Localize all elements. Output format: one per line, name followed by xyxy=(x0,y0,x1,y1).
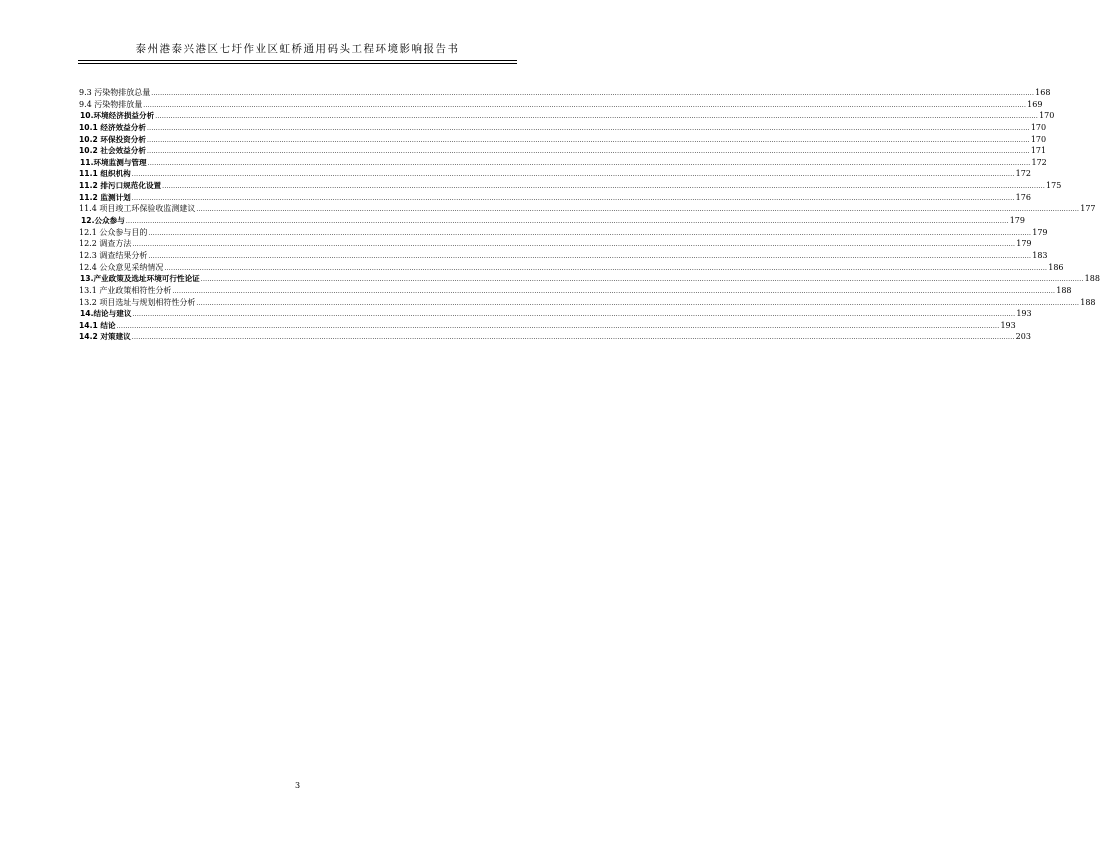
toc-leader-dots: ................................................................................................................................................................................................................................................................................................................................................................................................................ xyxy=(146,124,1030,132)
table-of-contents xyxy=(79,87,1100,343)
toc-entry-title: 10.2 社会效益分析 xyxy=(79,146,146,156)
toc-entry-title: 12.2 调查方法 xyxy=(79,239,132,249)
toc-entry[interactable] xyxy=(79,145,1047,157)
toc-entry-title: 10.1 经济效益分析 xyxy=(79,122,146,132)
toc-entry[interactable] xyxy=(79,320,1016,332)
toc-entry-title: 11.4 项目竣工环保验收监测建议 xyxy=(79,204,196,214)
toc-leader-dots: ................................................................................................................................................................................................................................................................................................................................................................................................................ xyxy=(131,171,1015,179)
toc-leader-dots: ................................................................................................................................................................................................................................................................................................................................................................................................................ xyxy=(131,194,1015,202)
toc-entry-title: 14.结论与建议 xyxy=(80,309,132,319)
toc-entry[interactable] xyxy=(79,168,1031,180)
toc-entry-page: 172 xyxy=(1015,169,1031,179)
toc-entry-page: 169 xyxy=(1027,99,1043,109)
toc-entry-page: 186 xyxy=(1048,262,1064,272)
toc-entry-page: 179 xyxy=(1016,239,1032,249)
toc-entry[interactable] xyxy=(79,99,1043,111)
toc-leader-dots: ................................................................................................................................................................................................................................................................................................................................................................................................................ xyxy=(125,218,1009,226)
toc-entry[interactable] xyxy=(79,273,1100,285)
toc-entry-page: 193 xyxy=(1016,309,1032,319)
toc-entry-title: 13.1 产业政策相符性分析 xyxy=(79,285,172,295)
toc-leader-dots: ................................................................................................................................................................................................................................................................................................................................................................................................................ xyxy=(200,276,1084,284)
toc-entry-title: 9.3 污染物排放总量 xyxy=(79,88,151,97)
toc-entry-title: 12.公众参与 xyxy=(81,216,125,226)
toc-leader-dots: ................................................................................................................................................................................................................................................................................................................................................................................................................ xyxy=(132,241,1016,249)
toc-entry[interactable] xyxy=(79,157,1047,169)
toc-entry-title: 13.产业政策及选址环境可行性论证 xyxy=(80,274,200,284)
toc-leader-dots: ................................................................................................................................................................................................................................................................................................................................................................................................................ xyxy=(148,252,1032,260)
toc-entry[interactable] xyxy=(79,331,1031,343)
toc-entry-page: 179 xyxy=(1009,216,1025,226)
toc-entry[interactable] xyxy=(79,122,1047,134)
toc-entry-page: 188 xyxy=(1084,274,1100,284)
toc-entry[interactable] xyxy=(79,297,1096,309)
toc-leader-dots: ................................................................................................................................................................................................................................................................................................................................................................................................................ xyxy=(132,311,1016,319)
toc-entry-page: 171 xyxy=(1030,146,1047,156)
toc-entry-page: 170 xyxy=(1039,111,1055,121)
toc-entry[interactable] xyxy=(79,180,1062,192)
toc-entry-title: 13.2 项目选址与规划相符性分析 xyxy=(79,297,196,307)
toc-leader-dots: ................................................................................................................................................................................................................................................................................................................................................................................................................ xyxy=(148,229,1032,237)
toc-entry-page: 179 xyxy=(1032,227,1048,237)
toc-entry-title: 10.环境经济损益分析 xyxy=(80,111,155,121)
toc-entry-title: 11.1 组织机构 xyxy=(79,169,131,179)
toc-entry[interactable] xyxy=(79,285,1072,297)
toc-entry-title: 12.3 调查结果分析 xyxy=(79,250,148,260)
toc-entry-page: 170 xyxy=(1030,122,1047,132)
toc-leader-dots: ................................................................................................................................................................................................................................................................................................................................................................................................................ xyxy=(172,287,1056,295)
toc-entry-page: 168 xyxy=(1035,88,1051,97)
toc-entry[interactable] xyxy=(79,87,1051,99)
toc-entry[interactable] xyxy=(79,227,1048,239)
toc-entry-page: 172 xyxy=(1031,157,1047,167)
toc-leader-dots: ................................................................................................................................................................................................................................................................................................................................................................................................................ xyxy=(143,101,1027,109)
toc-leader-dots: ................................................................................................................................................................................................................................................................................................................................................................................................................ xyxy=(155,113,1039,121)
toc-entry[interactable] xyxy=(79,250,1048,262)
toc-entry-title: 12.4 公众意见采纳情况 xyxy=(79,262,164,272)
toc-leader-dots: ................................................................................................................................................................................................................................................................................................................................................................................................................ xyxy=(146,148,1030,156)
toc-entry-page: 183 xyxy=(1032,250,1048,260)
toc-entry-title: 11.环境监测与管理 xyxy=(80,157,147,167)
toc-entry-title: 9.4 污染物排放量 xyxy=(79,99,143,109)
toc-entry[interactable] xyxy=(79,203,1096,215)
toc-entry-title: 10.2 环保投资分析 xyxy=(79,134,146,144)
toc-entry[interactable] xyxy=(79,308,1032,320)
document-header: 泰州港泰兴港区七圩作业区虹桥通用码头工程环境影响报告书 xyxy=(135,43,460,55)
toc-entry[interactable] xyxy=(79,110,1055,122)
toc-entry-page: 170 xyxy=(1030,134,1047,144)
header-rule-thick xyxy=(78,60,517,61)
header-rule-thin xyxy=(78,63,517,64)
toc-entry-page: 188 xyxy=(1080,297,1096,307)
page-number: 3 xyxy=(294,781,301,790)
toc-leader-dots: ................................................................................................................................................................................................................................................................................................................................................................................................................ xyxy=(196,206,1080,214)
toc-leader-dots: ................................................................................................................................................................................................................................................................................................................................................................................................................ xyxy=(131,334,1015,342)
toc-entry-page: 176 xyxy=(1015,192,1031,202)
toc-entry-page: 177 xyxy=(1080,204,1096,214)
toc-entry[interactable] xyxy=(79,262,1064,274)
toc-entry-title: 12.1 公众参与目的 xyxy=(79,227,148,237)
toc-leader-dots: ................................................................................................................................................................................................................................................................................................................................................................................................................ xyxy=(162,183,1046,191)
toc-entry-title: 11.2 排污口规范化设置 xyxy=(79,181,162,191)
toc-leader-dots: ................................................................................................................................................................................................................................................................................................................................................................................................................ xyxy=(116,322,1000,330)
toc-leader-dots: ................................................................................................................................................................................................................................................................................................................................................................................................................ xyxy=(196,299,1080,307)
toc-leader-dots: ................................................................................................................................................................................................................................................................................................................................................................................................................ xyxy=(146,136,1030,144)
toc-entry-page: 188 xyxy=(1056,285,1072,295)
toc-entry-title: 14.1 结论 xyxy=(79,320,116,330)
toc-entry-page: 193 xyxy=(1000,320,1016,330)
toc-leader-dots: ................................................................................................................................................................................................................................................................................................................................................................................................................ xyxy=(147,159,1031,167)
toc-entry[interactable] xyxy=(79,134,1047,146)
toc-entry[interactable] xyxy=(79,238,1032,250)
toc-leader-dots: ................................................................................................................................................................................................................................................................................................................................................................................................................ xyxy=(151,90,1035,97)
toc-entry-page: 203 xyxy=(1015,332,1031,342)
toc-entry[interactable] xyxy=(79,192,1031,204)
toc-leader-dots: ................................................................................................................................................................................................................................................................................................................................................................................................................ xyxy=(164,264,1048,272)
toc-entry-title: 11.2 监测计划 xyxy=(79,192,131,202)
toc-entry-page: 175 xyxy=(1046,181,1062,191)
toc-entry[interactable] xyxy=(79,215,1025,227)
toc-entry-title: 14.2 对策建议 xyxy=(79,332,131,342)
